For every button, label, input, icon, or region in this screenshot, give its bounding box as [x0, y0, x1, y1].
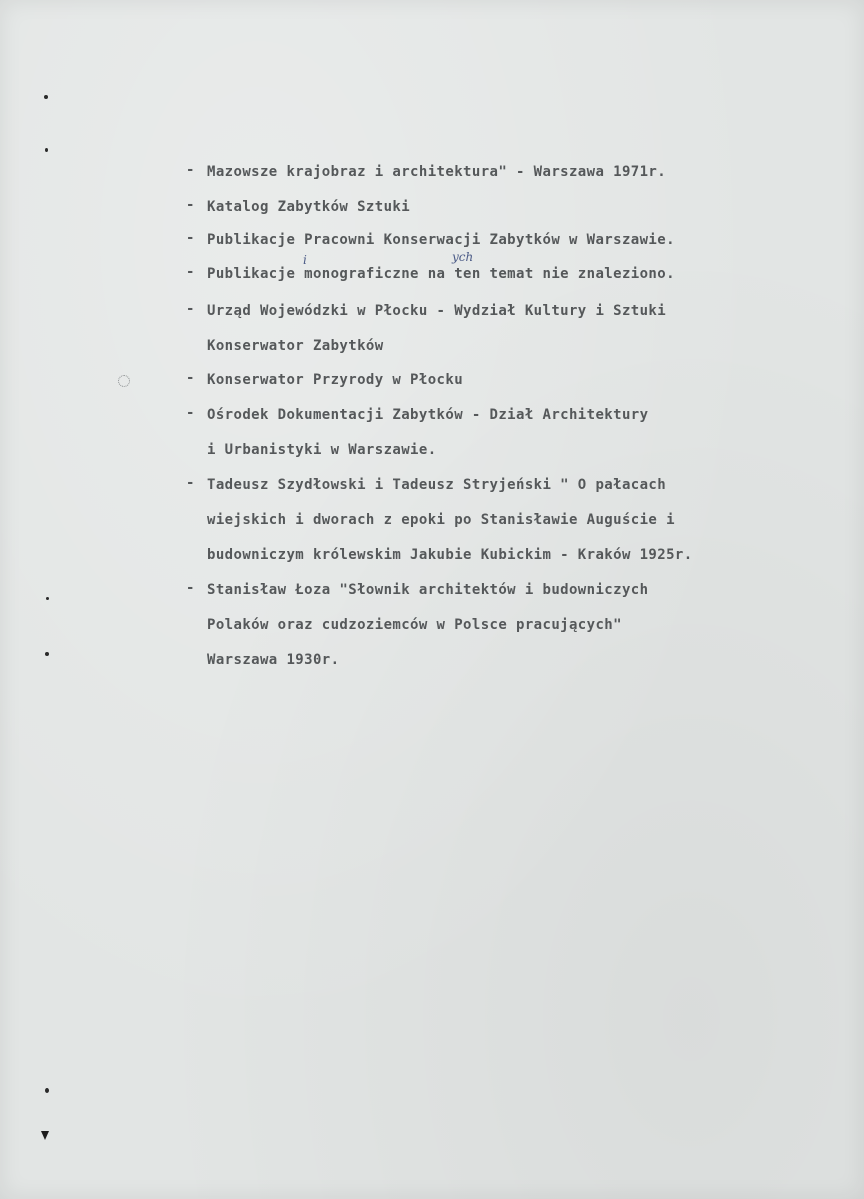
- entry-dash: -: [186, 264, 195, 280]
- bibliography-entry: [186, 264, 826, 284]
- margin-speck: [44, 95, 48, 99]
- entry-dash: -: [186, 370, 195, 386]
- bibliography-entry: [186, 197, 826, 217]
- entry-dash: -: [186, 580, 195, 596]
- entry-line: Warszawa 1930r.: [207, 652, 340, 668]
- entry-line: Stanisław Łoza "Słownik architektów i budowniczych: [207, 582, 649, 598]
- entry-line: Ośrodek Dokumentacji Zabytków - Dział Architektury: [207, 407, 649, 423]
- bibliography-entry: [186, 475, 826, 567]
- binder-spot: [118, 375, 130, 387]
- handwritten-correction: i: [303, 253, 307, 267]
- entry-line: Katalog Zabytków Sztuki: [207, 199, 411, 215]
- bibliography-entry: [186, 230, 826, 250]
- punch-mark: [41, 1131, 49, 1140]
- bibliography-entry: [186, 162, 826, 182]
- bibliography-entry: [186, 580, 826, 672]
- entry-line: Tadeusz Szydłowski i Tadeusz Stryjeński " O pałacach: [207, 477, 667, 493]
- entry-dash: -: [186, 197, 195, 213]
- margin-speck: [45, 1088, 49, 1093]
- entry-line: wiejskich i dworach z epoki po Stanisławie Auguście i: [207, 512, 675, 528]
- bibliography-entry: [186, 405, 826, 461]
- entry-dash: -: [186, 230, 195, 246]
- entry-line: Mazowsze krajobraz i architektura" - Warszawa 1971r.: [207, 164, 667, 180]
- entry-line: budowniczym królewskim Jakubie Kubickim - Kraków 1925r.: [207, 547, 693, 563]
- margin-speck: [46, 597, 49, 600]
- entry-dash: -: [186, 162, 195, 178]
- margin-speck: [45, 148, 48, 152]
- entry-line: Konserwator Zabytków: [207, 338, 384, 354]
- entry-dash: -: [186, 301, 195, 317]
- entry-line: i Urbanistyki w Warszawie.: [207, 442, 437, 458]
- entry-line: Urząd Wojewódzki w Płocku - Wydział Kultury i Sztuki: [207, 303, 667, 319]
- entry-line: Konserwator Przyrody w Płocku: [207, 372, 464, 388]
- bibliography-entry: [186, 370, 826, 390]
- entry-dash: -: [186, 475, 195, 491]
- handwritten-correction: ych: [452, 250, 474, 264]
- entry-line: Publikacje monograficzne na ten temat nie znaleziono.: [207, 266, 675, 282]
- entry-dash: -: [186, 405, 195, 421]
- bibliography-entry: [186, 301, 826, 357]
- entry-line: Publikacje Pracowni Konserwacji Zabytków w Warszawie.: [207, 232, 675, 248]
- entry-line: Polaków oraz cudzoziemców w Polsce pracujących": [207, 617, 622, 633]
- margin-speck: [45, 652, 49, 656]
